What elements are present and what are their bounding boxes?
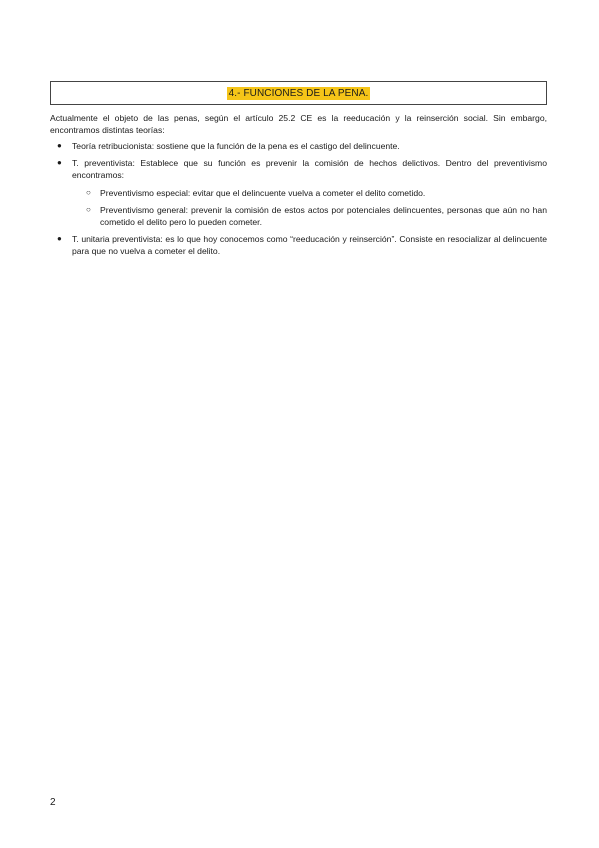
list-item <box>50 157 547 228</box>
section-heading-box <box>50 81 547 105</box>
list-item <box>50 233 547 257</box>
intro-paragraph: Actualmente el objeto de las penas, según el artículo 25.2 CE es la reeducación y la reinserción social. Sin embargo, encontramos distintas teorías: <box>50 113 547 135</box>
hollow-bullet-icon: ○ <box>86 188 91 197</box>
list-item-text: T. preventivista: Establece que su función es prevenir la comisión de hechos delictivos. Dentro del preventivismo encontramos: <box>72 158 547 180</box>
bullet-icon: ● <box>57 158 62 167</box>
bullet-icon: ● <box>57 234 62 243</box>
sub-list-item <box>72 187 547 199</box>
sub-list-item <box>72 204 547 228</box>
list-item-text: Teoría retribucionista: sostiene que la función de la pena es el castigo del delincuente. <box>72 141 400 151</box>
hollow-bullet-icon: ○ <box>86 205 91 214</box>
bullet-icon: ● <box>57 141 62 150</box>
sub-list-item-text: Preventivismo general: prevenir la comisión de estos actos por potenciales delincuentes, personas que aún no han cometido el delito pero lo pueden cometer. <box>100 205 547 227</box>
list-item <box>50 140 547 152</box>
sub-list <box>72 187 547 228</box>
page-number: 2 <box>50 797 56 808</box>
theories-list <box>50 140 547 257</box>
list-item-text: T. unitaria preventivista: es lo que hoy conocemos como “reeducación y reinserción”. Consiste en resocializar al delincuente para que no vuelva a cometer el delito. <box>72 234 547 256</box>
document-body <box>50 112 547 262</box>
sub-list-item-text: Preventivismo especial: evitar que el delincuente vuelva a cometer el delito cometido. <box>100 188 426 198</box>
section-heading: 4.- FUNCIONES DE LA PENA. <box>228 87 369 99</box>
